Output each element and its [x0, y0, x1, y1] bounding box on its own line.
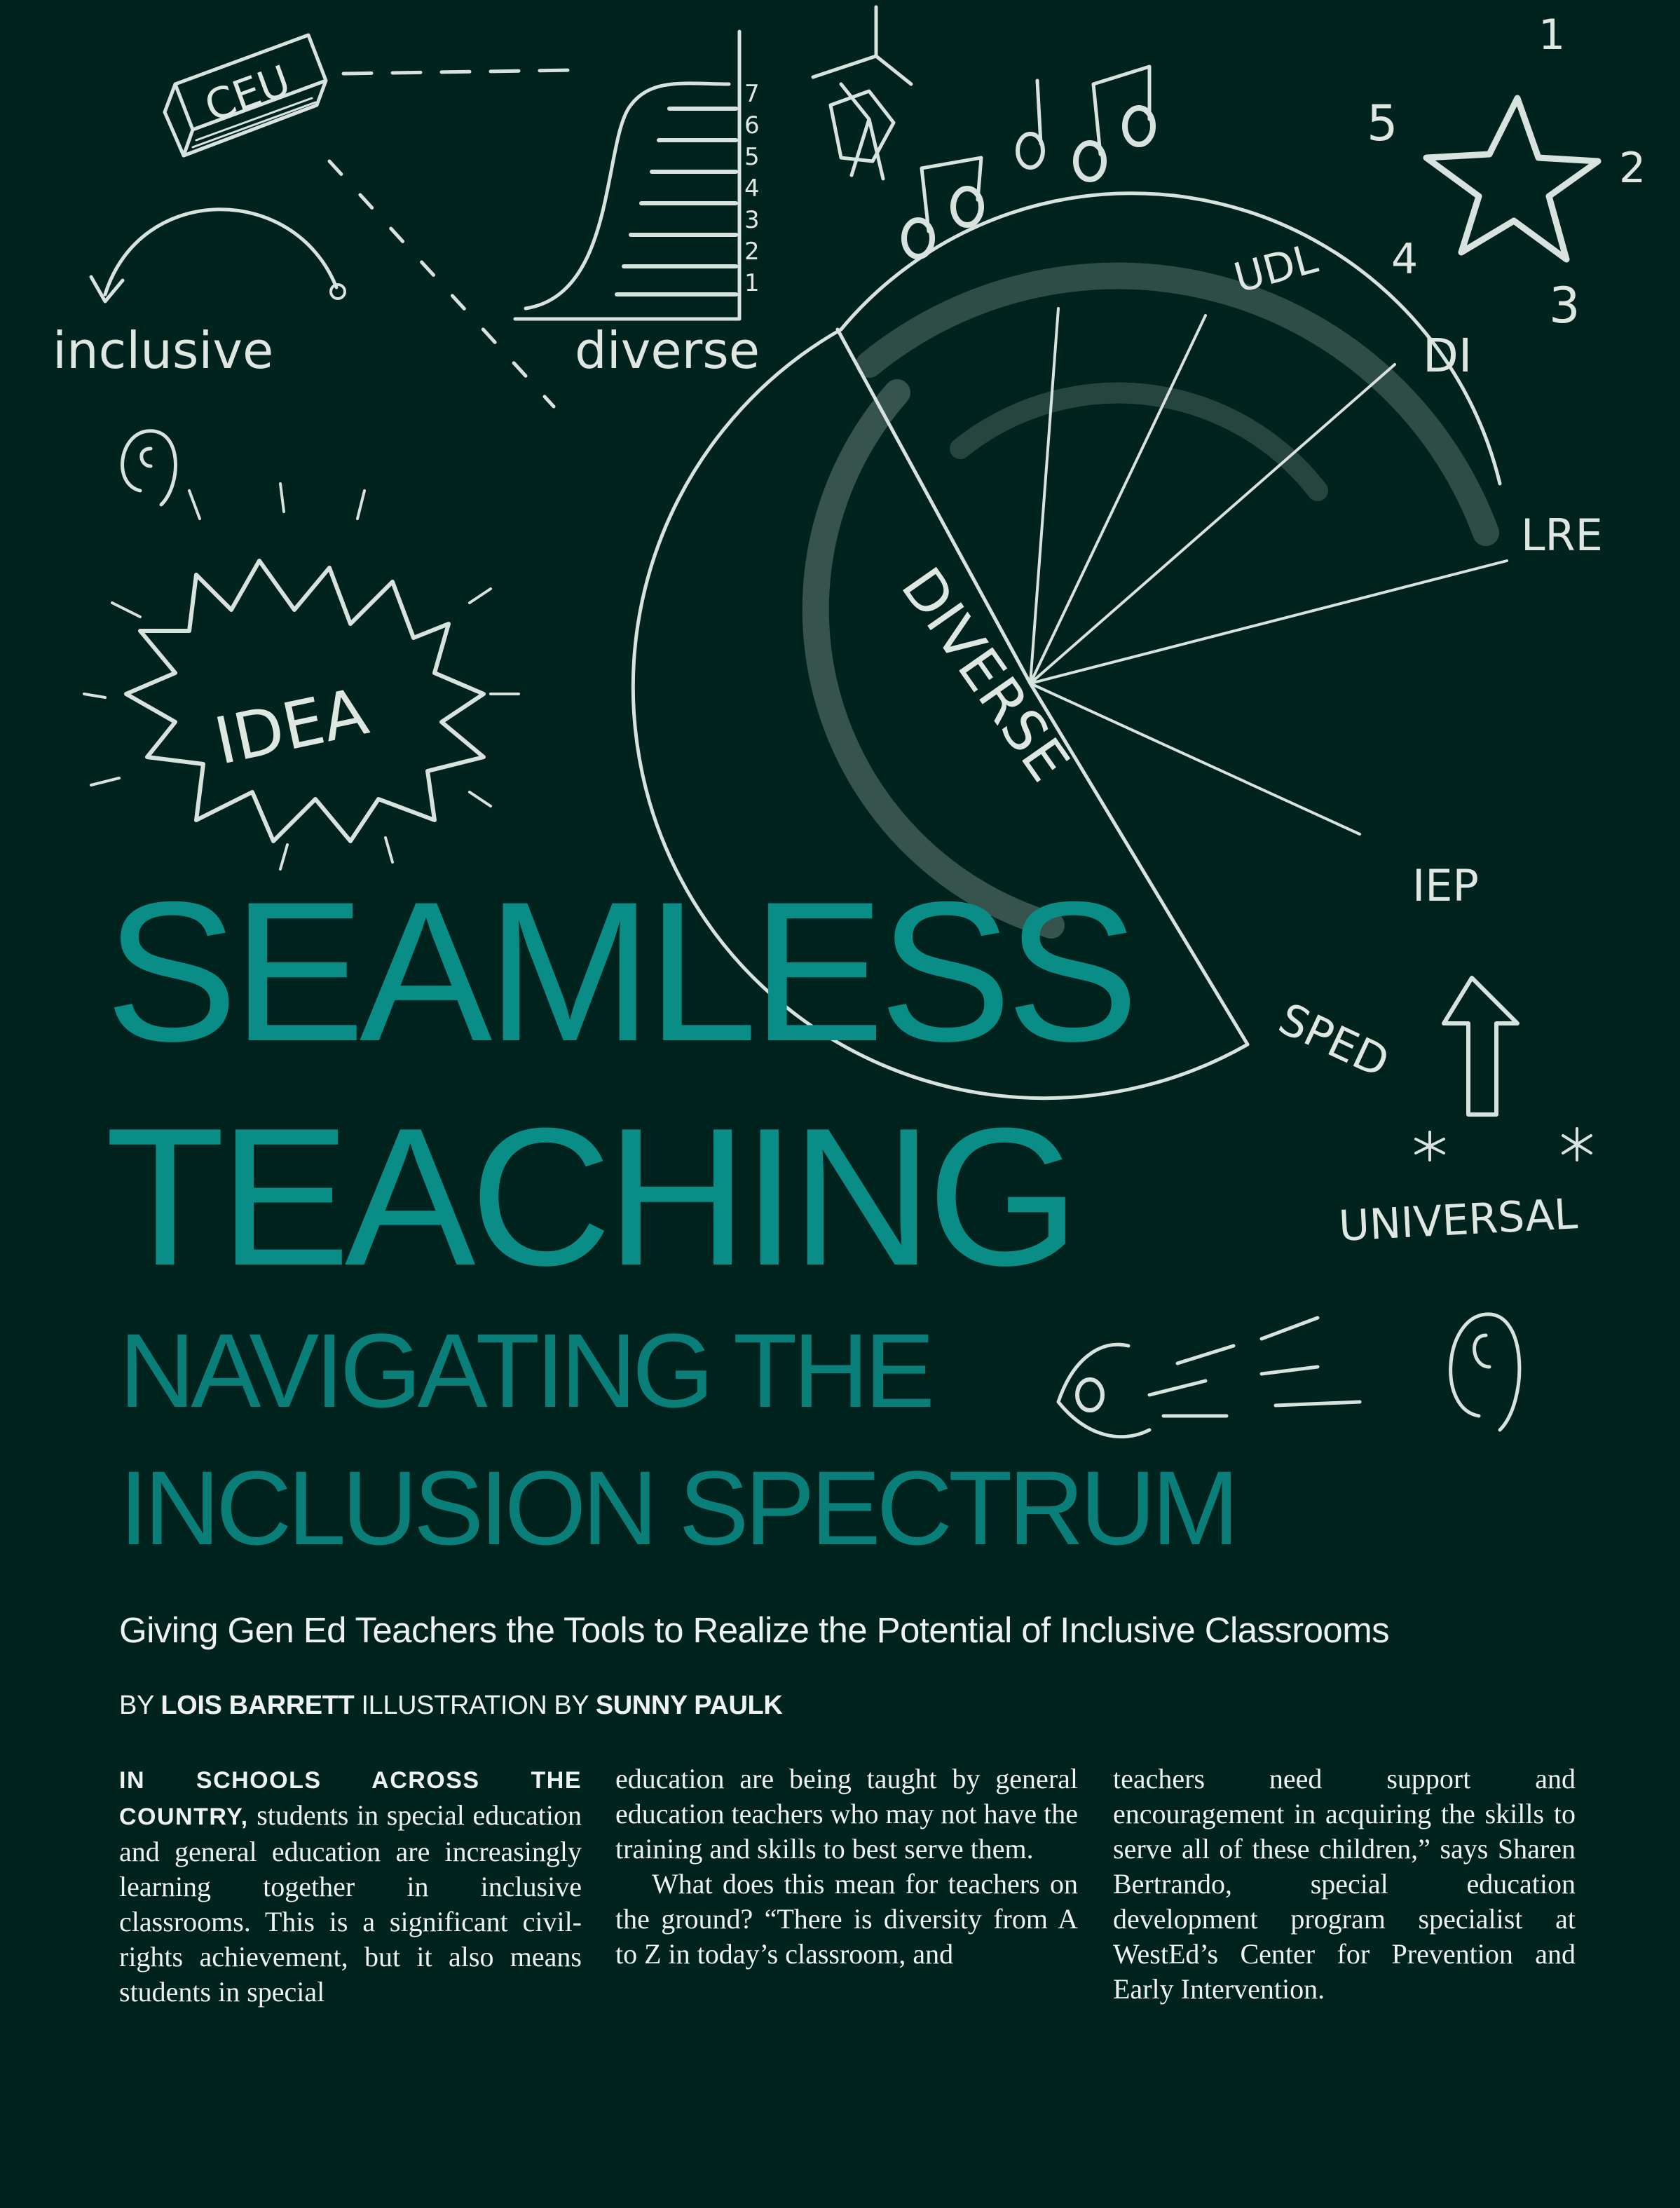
- star-number: 1: [1538, 11, 1566, 60]
- scale-number: 2: [744, 238, 760, 266]
- spiral-sketch: [123, 431, 176, 505]
- byline-illustrator: SUNNY PAULK: [595, 1691, 783, 1720]
- diverse-label: diverse: [575, 321, 760, 380]
- universal-label: UNIVERSAL: [1337, 1190, 1579, 1251]
- article-subtitle-line-1: NAVIGATING THE: [119, 1311, 931, 1429]
- star-sketch: [1367, 11, 1646, 334]
- udl-label: UDL: [1229, 234, 1323, 302]
- star-number: 2: [1619, 144, 1646, 193]
- sped-label: SPED: [1271, 993, 1398, 1088]
- body-paragraph: What does this mean for teachers on the ground? “There is diversity from A to Z in today’s classroom, and: [615, 1868, 1078, 1970]
- scale-graph-sketch: [515, 32, 760, 319]
- byline-author: LOIS BARRETT: [161, 1691, 355, 1720]
- scale-number: 4: [744, 175, 760, 203]
- inclusive-label: inclusive: [53, 321, 274, 380]
- body-text: students in special education and general education are increasingly learning together in inclusive classrooms. This is a significant civil-rights achievement, but it also means students in special: [119, 1799, 582, 2008]
- scale-number: 6: [744, 111, 760, 139]
- diverse-wheel-label: DIVERSE: [888, 556, 1082, 793]
- lre-label: LRE: [1521, 510, 1603, 561]
- body-column-2: [615, 1761, 1078, 1972]
- star-number: 3: [1549, 277, 1580, 334]
- article-title-line-1: SEAMLESS: [105, 861, 1134, 1083]
- body-column-1: [119, 1761, 582, 2010]
- idea-label: IDEA: [208, 674, 374, 779]
- lead-in: IN SCHOOLS ACROSS THE COUNTRY,: [119, 1767, 582, 1830]
- star-number: 4: [1391, 235, 1419, 284]
- stick-figure-sketch: [813, 7, 911, 179]
- body-paragraph: education are being taught by general education teachers who may not have the training and skills to best serve them.: [615, 1763, 1078, 1865]
- spiral-sketch: [1451, 1314, 1519, 1430]
- scale-number: 3: [744, 206, 760, 234]
- scale-number: 5: [744, 143, 760, 171]
- eye-sketch: [1058, 1318, 1360, 1437]
- ceu-block-sketch: [165, 35, 326, 156]
- idea-burst-sketch: [84, 484, 519, 869]
- byline: [119, 1691, 782, 1721]
- di-label: DI: [1423, 329, 1473, 383]
- body-column-3: [1113, 1761, 1576, 2007]
- up-arrow-sketch: [1444, 978, 1517, 1115]
- byline-illustration-prefix: ILLUSTRATION BY: [354, 1691, 596, 1720]
- scale-number: 1: [744, 269, 760, 297]
- article-subtitle-line-2: INCLUSION SPECTRUM: [119, 1449, 1236, 1567]
- scale-number: 7: [744, 80, 760, 108]
- article-title-line-2: TEACHING: [105, 1088, 1074, 1307]
- byline-by-prefix: BY: [119, 1691, 161, 1720]
- music-notes-sketch: [904, 67, 1153, 257]
- body-paragraph: [119, 1761, 582, 2010]
- iep-label: IEP: [1412, 860, 1479, 911]
- curved-arrow-sketch: [91, 210, 345, 301]
- ceu-label: CEU: [198, 56, 297, 132]
- asterisk-sketch: [1416, 1129, 1591, 1160]
- body-paragraph: teachers need support and encouragement in acquiring the skills to serve all of these children,” says Sharen Bertrando, special education development program specialist at WestEd’s Center for Prevention and Early Intervention.: [1113, 1763, 1576, 2005]
- star-number: 5: [1367, 95, 1398, 152]
- article-dek: Giving Gen Ed Teachers the Tools to Realize the Potential of Inclusive Classrooms: [119, 1610, 1389, 1650]
